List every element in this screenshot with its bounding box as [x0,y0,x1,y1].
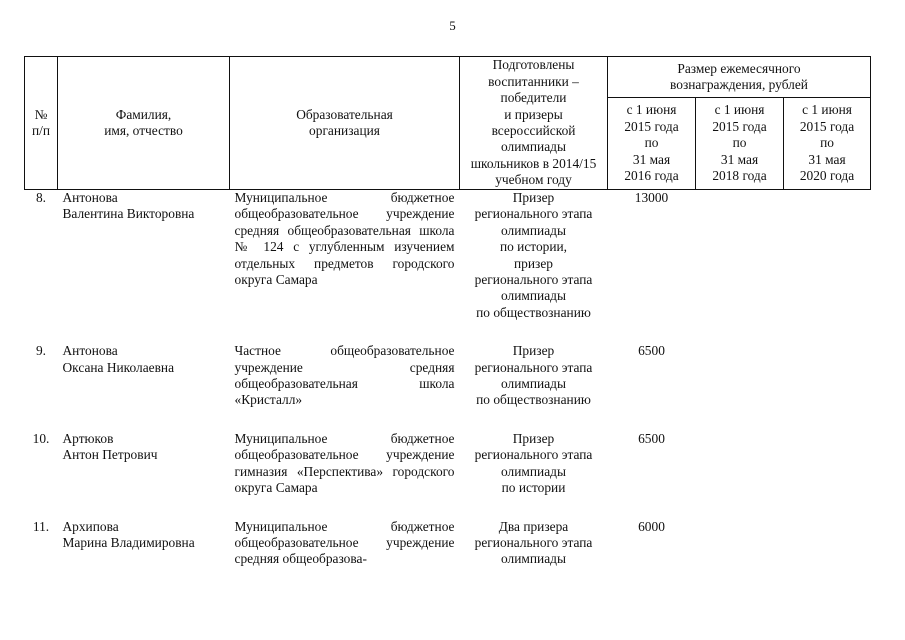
person-name: Антонова Валентина Викторовна [62,190,195,222]
page-number: 5 [449,18,456,33]
reward-empty [696,190,784,322]
row-number: 11. [32,518,50,534]
table-row [25,431,871,497]
header-num: № п/п [25,57,58,190]
reward-empty [696,431,784,497]
header-period-2020: с 1 июня 2015 года по 31 мая 2020 года [784,98,871,190]
reward-empty [784,431,871,497]
row-number: 8. [35,190,47,205]
row-number: 10. [32,430,50,446]
table-row [25,190,871,322]
achievement: Призер регионального этапа олимпиады по истории [474,430,593,496]
awards-table [24,56,871,568]
reward-amount: 6500 [638,343,665,359]
header-reward: Размер ежемесячного вознаграждения, рублей [608,57,871,98]
reward-empty [784,190,871,322]
organization: Муниципальное бюджетное общеобразовательное учреждение средняя общеобразова- [234,518,455,567]
reward-amount: 6500 [638,430,665,446]
person-name: Архипова Марина Владимировна [62,518,195,550]
reward-empty [696,343,784,409]
organization: Муниципальное бюджетное общеобразовательное учреждение гимназия «Перспектива» городского округа Самара [234,430,455,496]
achievement: Призер регионального этапа олимпиады по истории, призер регионального этапа олимпиады по обществознанию [474,190,593,320]
reward-empty [696,519,784,568]
organization: Муниципальное бюджетное общеобразовательное учреждение средняя общеобразовательная школа № 124 с углубленным изучением отдельных предметов городского округа Самара [234,190,455,288]
header-organization: Образовательная организация [230,57,460,190]
header-period-2016: с 1 июня 2015 года по 31 мая 2016 года [608,98,696,190]
achievement: Призер регионального этапа олимпиады по обществознанию [474,343,593,408]
reward-empty [784,519,871,568]
reward-empty [784,343,871,409]
table-row [25,519,871,568]
person-name: Антонова Оксана Николаевна [62,343,175,375]
person-name: Артюков Антон Петрович [62,430,158,463]
header-winners: Подготовлены воспитанники – победители и призеры всероссийской олимпиады школьников в 2014/15 учебном году [460,57,608,190]
header-period-2018: с 1 июня 2015 года по 31 мая 2018 года [696,98,784,190]
header-name: Фамилия, имя, отчество [58,57,230,190]
row-number: 9. [35,343,47,359]
table-row [25,343,871,409]
reward-amount: 6000 [638,518,665,534]
reward-amount: 13000 [634,190,669,205]
achievement: Два призера регионального этапа олимпиады [474,518,593,567]
organization: Частное общеобразовательное учреждение средняя общеобразовательная школа «Кристалл» [234,343,455,408]
